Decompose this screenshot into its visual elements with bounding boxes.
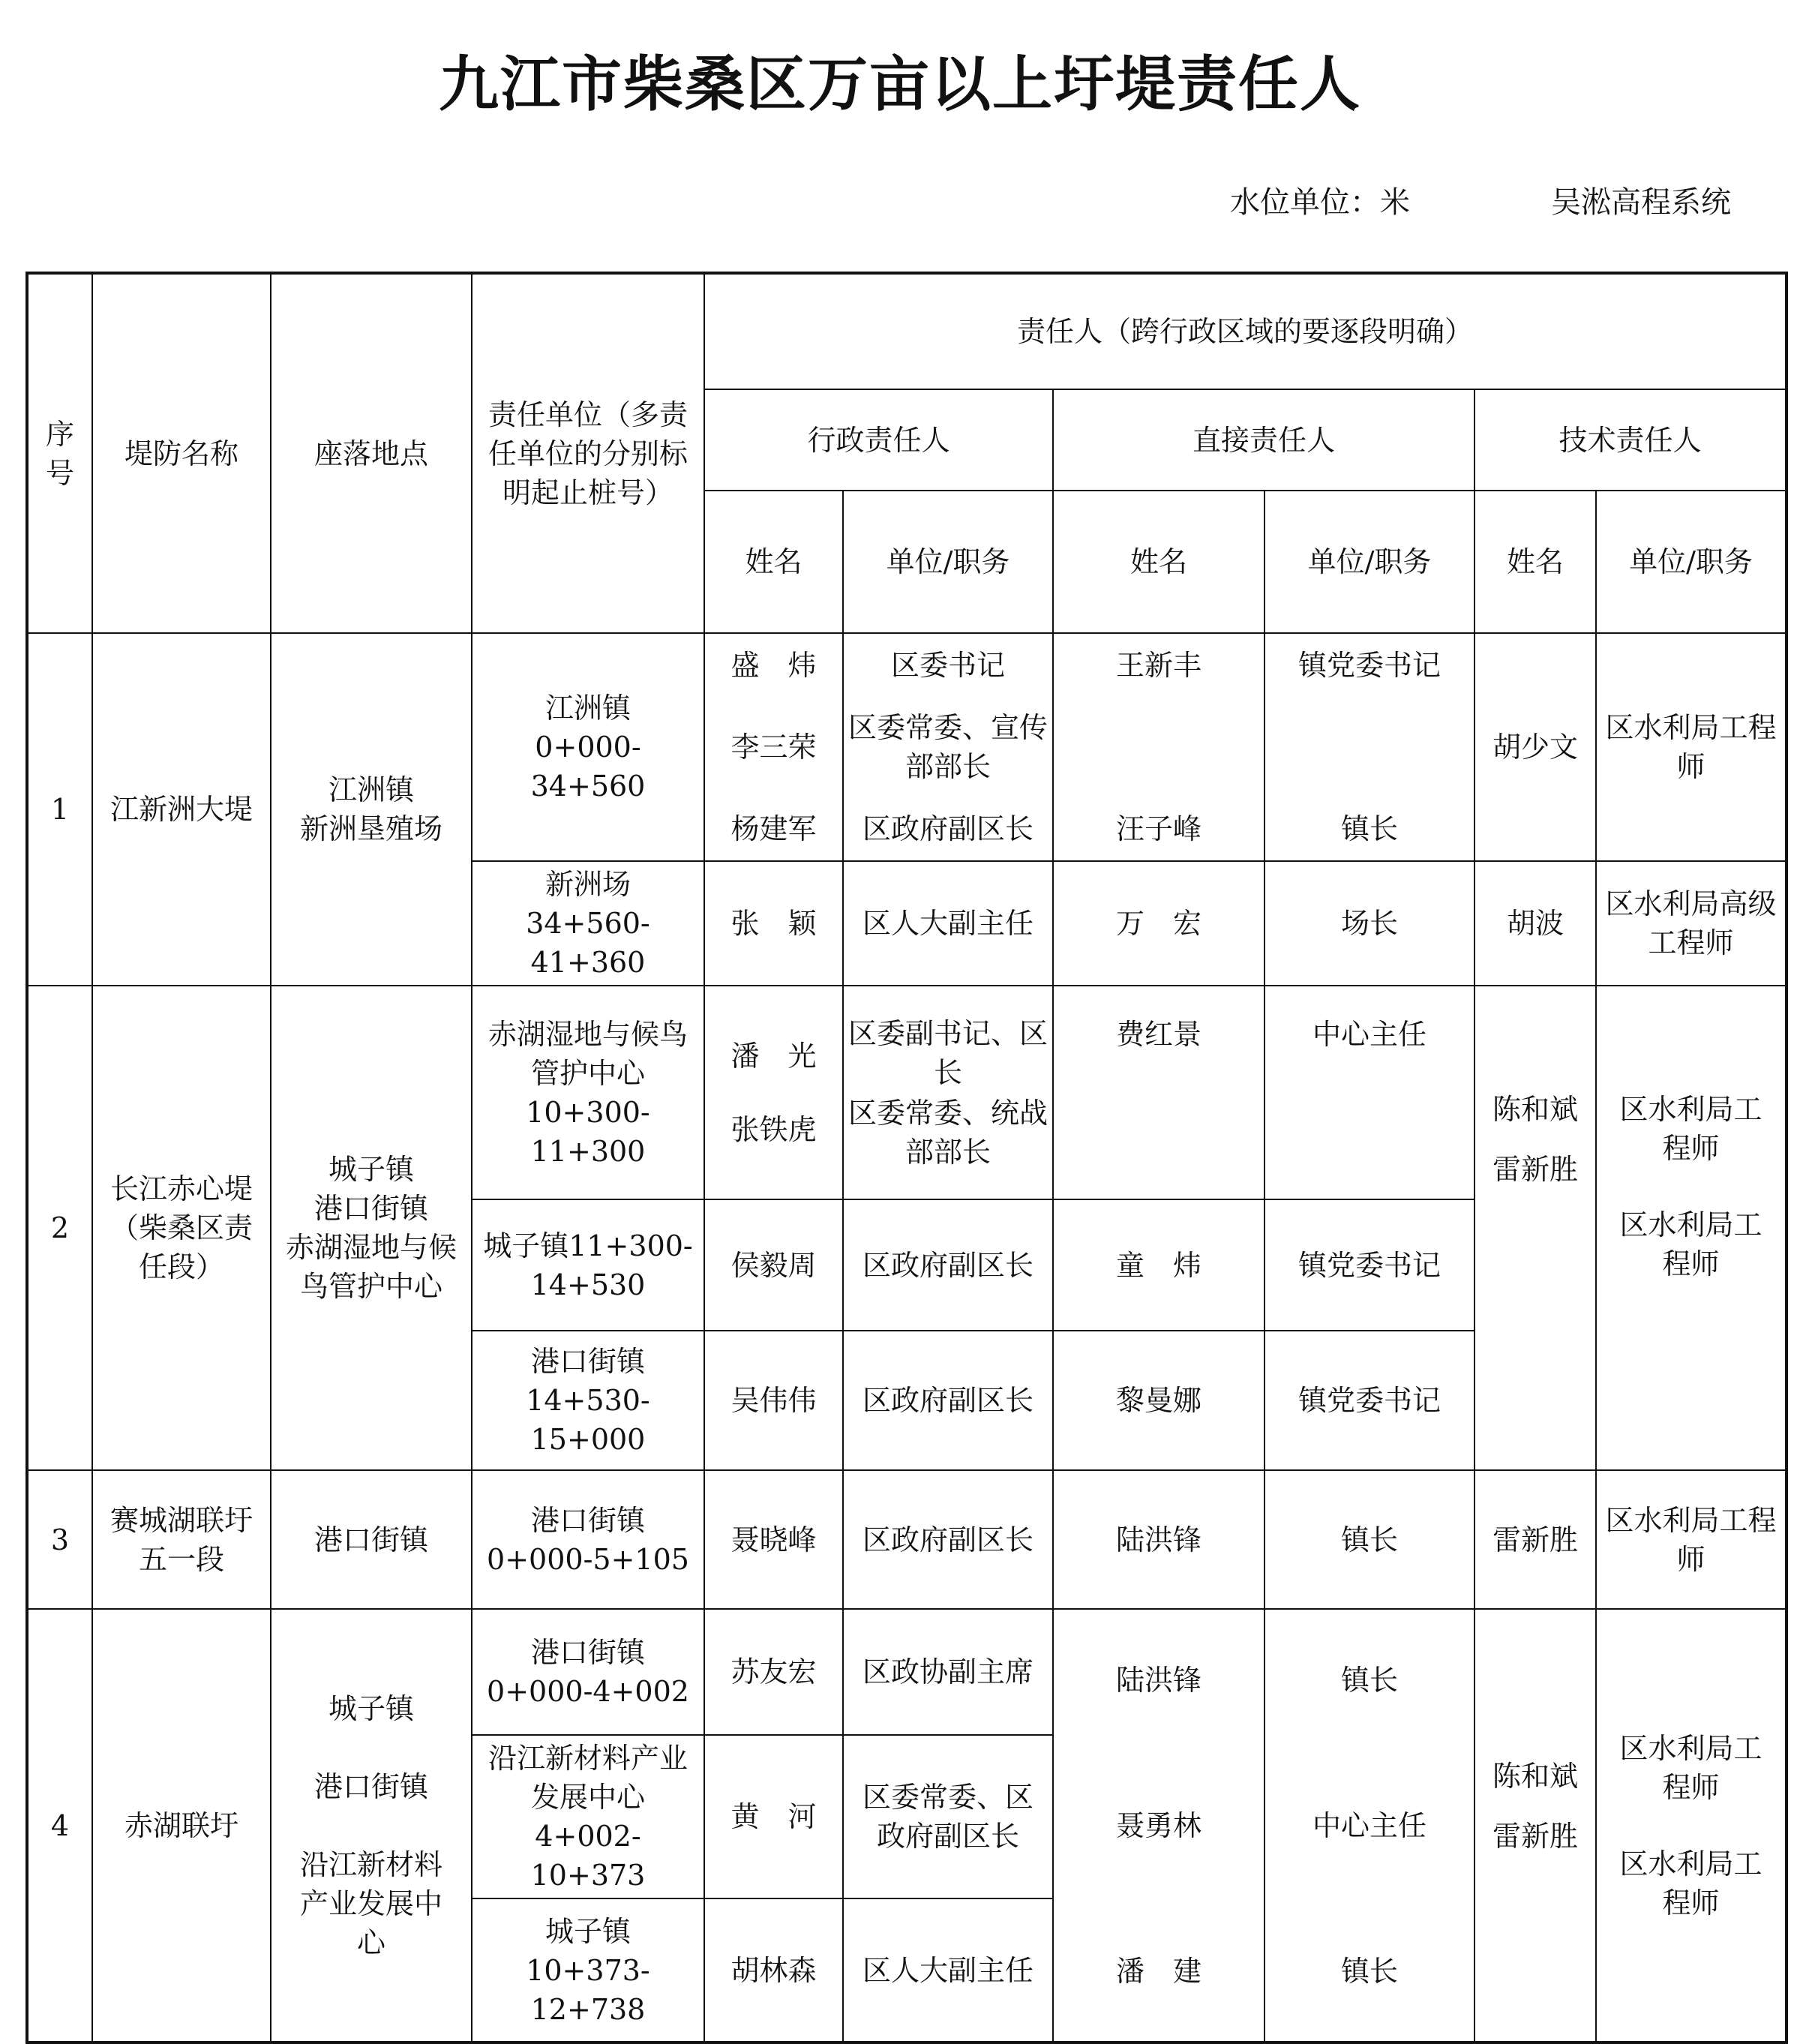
tech-position-cell [1596, 986, 1786, 1470]
tech-name: 陈和斌 [1492, 1759, 1578, 1793]
admin-position-cell: 区政府副区长 [843, 1199, 1053, 1331]
header-admin-name: 姓名 [704, 491, 843, 633]
location-cell: 港口街镇 [271, 1470, 472, 1609]
admin-name-cell [704, 633, 843, 861]
direct-name-cell [1053, 986, 1264, 1199]
tech-position: 区水利局工程师 [1619, 1847, 1762, 1919]
location-cell [271, 1609, 472, 2042]
tech-name: 陈和斌 [1492, 1093, 1578, 1126]
resp-unit-cell: 港口街镇 0+000-4+002 [472, 1609, 704, 1735]
seq-cell: 1 [27, 633, 92, 986]
admin-name-cell: 胡林森 [704, 1898, 843, 2042]
admin-position-cell [843, 986, 1053, 1199]
direct-name-cell: 万 宏 [1053, 861, 1264, 986]
direct-position: 镇党委书记 [1298, 649, 1441, 682]
admin-position: 区委书记 [890, 649, 1005, 682]
admin-name-cell: 黄 河 [704, 1735, 843, 1898]
direct-position-cell: 镇长 [1264, 1470, 1474, 1609]
admin-name: 张铁虎 [730, 1112, 817, 1146]
table-row [27, 1609, 1786, 1735]
resp-unit-cell: 新洲场 34+560-41+360 [472, 861, 704, 986]
header-resp-unit: 责任单位（多责任单位的分别标明起止桩号） [472, 273, 704, 633]
direct-position-cell: 镇党委书记 [1264, 1331, 1474, 1470]
table-row [27, 1470, 1786, 1609]
admin-position-cell [843, 633, 1053, 861]
admin-position-cell: 区政协副主席 [843, 1609, 1053, 1735]
header-seq: 序号 [27, 273, 92, 633]
table-row [27, 986, 1786, 1199]
admin-name-cell: 吴伟伟 [704, 1331, 843, 1470]
admin-name: 李三荣 [730, 731, 817, 764]
location-item: 城子镇 [328, 1691, 414, 1725]
direct-name: 王新丰 [1115, 649, 1202, 682]
direct-name: 潘 建 [1115, 1954, 1202, 1988]
direct-name: 陆洪锋 [1115, 1663, 1202, 1697]
header-admin: 行政责任人 [704, 389, 1053, 491]
header-tech: 技术责任人 [1474, 389, 1786, 491]
header-tech-name: 姓名 [1474, 491, 1596, 633]
admin-name-cell: 聂晓峰 [704, 1470, 843, 1609]
tech-position: 区水利局工程师 [1619, 1093, 1762, 1165]
direct-name: 汪子峰 [1115, 812, 1202, 845]
tech-name-cell: 胡波 [1474, 861, 1596, 986]
admin-position-cell: 区政府副区长 [843, 1331, 1053, 1470]
seq-cell: 3 [27, 1470, 92, 1609]
seq-cell: 2 [27, 986, 92, 1470]
admin-name-cell [704, 986, 843, 1199]
location-item: 沿江新材料产业发展中心 [299, 1847, 442, 1959]
header-tech-position: 单位/职务 [1596, 491, 1786, 633]
direct-position-cell [1264, 633, 1474, 861]
dike-name-cell: 赛城湖联圩五一段 [92, 1470, 271, 1609]
header-direct: 直接责任人 [1053, 389, 1474, 491]
location-cell: 江洲镇 新洲垦殖场 [271, 633, 472, 986]
admin-position-cell: 区政府副区长 [843, 1470, 1053, 1609]
elevation-system: 吴淞高程系统 [1551, 185, 1731, 220]
tech-name-cell [1474, 1609, 1596, 2042]
direct-position: 中心主任 [1312, 1808, 1426, 1842]
direct-name: 费红景 [1115, 1018, 1202, 1051]
header-direct-name: 姓名 [1053, 491, 1264, 633]
admin-name: 潘 光 [730, 1039, 817, 1073]
responsibility-table [26, 272, 1788, 2044]
direct-position-cell: 场长 [1264, 861, 1474, 986]
direct-name-cell [1053, 1609, 1264, 2042]
dike-name-cell: 赤湖联圩 [92, 1609, 271, 2042]
admin-position: 区委副书记、区长 [848, 1016, 1048, 1089]
resp-unit-cell: 江洲镇 0+000-34+560 [472, 633, 704, 861]
direct-position: 镇长 [1340, 1954, 1398, 1988]
admin-name: 杨建军 [730, 812, 817, 845]
resp-unit-cell: 沿江新材料产业发展中心 4+002-10+373 [472, 1735, 704, 1898]
admin-position: 区委常委、统战部部长 [848, 1096, 1048, 1169]
admin-name: 盛 炜 [730, 649, 817, 682]
direct-name-cell: 陆洪锋 [1053, 1470, 1264, 1609]
header-admin-position: 单位/职务 [843, 491, 1053, 633]
direct-name-cell: 童 炜 [1053, 1199, 1264, 1331]
admin-position-cell: 区人大副主任 [843, 861, 1053, 986]
location-item: 港口街镇 [314, 1769, 428, 1803]
tech-position-cell: 区水利局工程师 [1596, 633, 1786, 861]
header-direct-position: 单位/职务 [1264, 491, 1474, 633]
seq-cell: 4 [27, 1609, 92, 2042]
direct-position-cell [1264, 986, 1474, 1199]
direct-name: 聂勇林 [1115, 1808, 1202, 1842]
admin-position: 区委常委、宣传部部长 [848, 711, 1048, 783]
tech-name-cell: 雷新胜 [1474, 1470, 1596, 1609]
direct-position: 镇长 [1340, 1663, 1398, 1697]
admin-name-cell: 张 颖 [704, 861, 843, 986]
resp-unit-cell: 赤湖湿地与候鸟管护中心 10+300-11+300 [472, 986, 704, 1199]
direct-position-cell [1264, 1609, 1474, 2042]
tech-position-cell [1596, 1609, 1786, 2042]
admin-position: 区政府副区长 [862, 812, 1034, 845]
admin-name-cell: 侯毅周 [704, 1199, 843, 1331]
tech-name: 雷新胜 [1492, 1153, 1578, 1186]
page-title: 九江市柴桑区万亩以上圩堤责任人 [439, 50, 1361, 119]
tech-position: 区水利局工程师 [1619, 1731, 1762, 1804]
direct-position-cell: 镇党委书记 [1264, 1199, 1474, 1331]
header-responsible: 责任人（跨行政区域的要逐段明确） [704, 273, 1786, 389]
header-location: 座落地点 [271, 273, 472, 633]
water-level-unit: 水位单位：米 [1230, 185, 1410, 220]
resp-unit-cell: 城子镇 10+373-12+738 [472, 1898, 704, 2042]
header-dike-name: 堤防名称 [92, 273, 271, 633]
admin-name-cell: 苏友宏 [704, 1609, 843, 1735]
resp-unit-cell: 港口街镇 14+530-15+000 [472, 1331, 704, 1470]
resp-unit-cell: 港口街镇 0+000-5+105 [472, 1470, 704, 1609]
admin-position-cell: 区人大副主任 [843, 1898, 1053, 2042]
direct-name-cell [1053, 633, 1264, 861]
admin-position-cell: 区委常委、区政府副区长 [843, 1735, 1053, 1898]
tech-name: 雷新胜 [1492, 1819, 1578, 1853]
dike-name-cell: 长江赤心堤（柴桑区责任段） [92, 986, 271, 1470]
tech-name-cell: 胡少文 [1474, 633, 1596, 861]
tech-position-cell: 区水利局高级工程师 [1596, 861, 1786, 986]
direct-position: 镇长 [1340, 812, 1398, 845]
location-cell: 城子镇 港口街镇 赤湖湿地与候鸟管护中心 [271, 986, 472, 1470]
resp-unit-cell: 城子镇11+300-14+530 [472, 1199, 704, 1331]
tech-position-cell: 区水利局工程师 [1596, 1470, 1786, 1609]
dike-name-cell: 江新洲大堤 [92, 633, 271, 986]
direct-name-cell: 黎曼娜 [1053, 1331, 1264, 1470]
direct-position: 中心主任 [1312, 1018, 1426, 1051]
table-row [27, 633, 1786, 861]
tech-name-cell [1474, 986, 1596, 1470]
tech-position: 区水利局工程师 [1619, 1208, 1762, 1280]
